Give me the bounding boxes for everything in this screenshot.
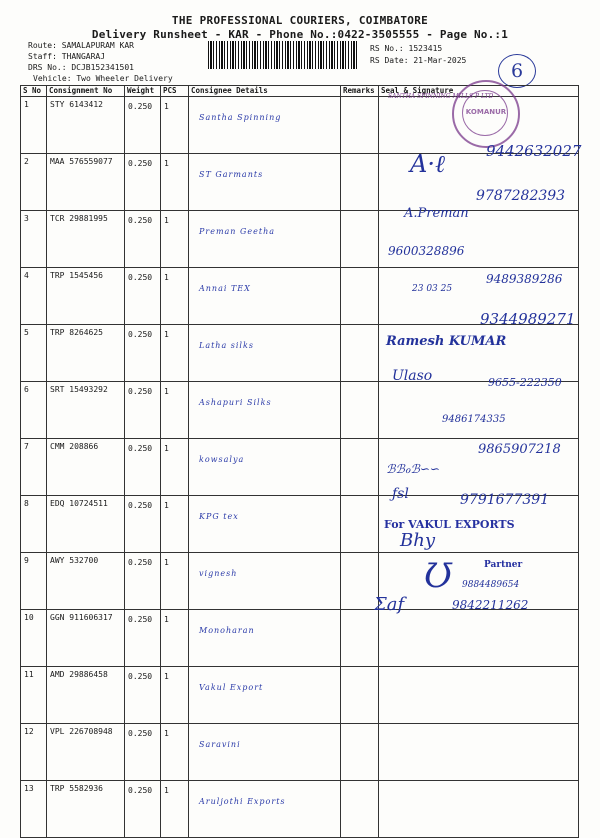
row-pcs: 1 [161,211,189,268]
row-weight: 0.250 [125,268,161,325]
row-consignment: CMM 208866 [47,439,125,496]
row-weight: 0.250 [125,667,161,724]
row-pcs: 1 [161,439,189,496]
row-consignee: Ashapuri Silks [189,382,341,439]
phone-row9b: 9865907218 [478,442,561,457]
row-consignment: GGN 911606317 [47,610,125,667]
row-consignment: AMD 29886458 [47,667,125,724]
row-pcs: 1 [161,154,189,211]
phone-row13: 9842211262 [452,598,529,612]
row-sno: 1 [21,97,47,154]
date-row5: 23 03 25 [412,284,453,294]
row-weight: 0.250 [125,610,161,667]
drs-label: DRS No.: DCJB152341501 [28,63,134,72]
row-consignee: Saravini [189,724,341,781]
phone-row8: 9655-222350 [488,376,562,389]
phone-row9: 9486174335 [442,414,506,425]
row-seal [379,610,579,667]
row-consignee: Santha Spinning [189,97,341,154]
row-weight: 0.250 [125,382,161,439]
row-remarks [341,268,379,325]
row-consignment: TCR 29881995 [47,211,125,268]
row-sno: 12 [21,724,47,781]
signature-row12: Ʊ [424,556,453,596]
row-remarks [341,496,379,553]
table-row [21,211,579,268]
signature-row10b: ƒsl [392,486,409,502]
row-remarks [341,154,379,211]
row-consignee: KPG tex [189,496,341,553]
row-consignment: MAA 576559077 [47,154,125,211]
signature-row8: Ulaso [392,368,433,384]
row-consignee: Aruljothi Exports [189,781,341,838]
col-seal: Seal & Signature [379,86,579,97]
row-sno: 5 [21,325,47,382]
signature-row13: Ʃaf [374,594,405,615]
row-remarks [341,97,379,154]
row-pcs: 1 [161,724,189,781]
name-row3: A.Preman [404,206,469,221]
row-sno: 6 [21,382,47,439]
row-consignee: Vakul Export [189,667,341,724]
row-sno: 10 [21,610,47,667]
row-sno: 2 [21,154,47,211]
row-consignment: TRP 8264625 [47,325,125,382]
row-weight: 0.250 [125,553,161,610]
seal-inner-text: KOMANUR [465,108,507,116]
table-row [21,667,579,724]
row-weight: 0.250 [125,97,161,154]
row-consignee: Latha silks [189,325,341,382]
phone-row4: 9600328896 [388,244,465,258]
row-sno: 7 [21,439,47,496]
row-consignee: Preman Geetha [189,211,341,268]
row-consignee: Monoharan [189,610,341,667]
row-pcs: 1 [161,496,189,553]
row-remarks [341,211,379,268]
seal-outer-text: SANTHA SPINNING MILLS P LTD [388,93,494,100]
col-weight: Weight [125,86,161,97]
row-sno: 11 [21,667,47,724]
phone-row6: 9344989271 [480,310,576,328]
row-pcs: 1 [161,667,189,724]
vakul-exports-stamp: For VAKUL EXPORTS [384,518,515,531]
phone-row3: 9787282393 [476,188,566,204]
phone-row10: 9791677391 [460,492,550,508]
col-consignee: Consignee Details [189,86,341,97]
staff-label: Staff: THANGARAJ [28,52,106,61]
row-consignment: EDQ 10724511 [47,496,125,553]
row-consignment: STY 6143412 [47,97,125,154]
table-row [21,382,579,439]
col-sno: S No [21,86,47,97]
row-consignment: AWY 532700 [47,553,125,610]
row-consignment: SRT 15493292 [47,382,125,439]
table-row [21,610,579,667]
row-remarks [341,667,379,724]
row-weight: 0.250 [125,211,161,268]
row-consignee: ST Garmants [189,154,341,211]
row-consignment: TRP 5582936 [47,781,125,838]
circled-page-mark: 6 [498,54,536,88]
row-weight: 0.250 [125,496,161,553]
rs-date: RS Date: 21-Mar-2025 [370,56,467,65]
signature-row10: ℬℬℴℬ∽∽ [386,462,440,476]
row-weight: 0.250 [125,325,161,382]
row-pcs: 1 [161,610,189,667]
row-consignment: TRP 1545456 [47,268,125,325]
vehicle-label: Vehicle: Two Wheeler Delivery [33,74,173,83]
row-weight: 0.250 [125,781,161,838]
row-weight: 0.250 [125,724,161,781]
col-consignment: Consignment No [47,86,125,97]
row-sno: 4 [21,268,47,325]
row-pcs: 1 [161,97,189,154]
row-consignee: vignesh [189,553,341,610]
row-seal [379,382,579,439]
row-remarks [341,724,379,781]
row-sno: 3 [21,211,47,268]
route-label: Route: SAMALAPURAM KAR [28,41,134,50]
row-weight: 0.250 [125,154,161,211]
signature-row11: Bhy [400,530,435,551]
row-pcs: 1 [161,382,189,439]
row-consignee: kowsalya [189,439,341,496]
rs-number: RS No.: 1523415 [370,44,443,53]
row-sno: 13 [21,781,47,838]
row-remarks [341,439,379,496]
phone-row2: 9442632027 [486,142,582,160]
row-consignment: VPL 226708948 [47,724,125,781]
row-pcs: 1 [161,268,189,325]
phone-row5: 9489389286 [486,272,563,286]
row-remarks [341,382,379,439]
row-remarks [341,553,379,610]
table-row [21,724,579,781]
row-remarks [341,781,379,838]
partner-label: Partner [484,560,523,570]
row-seal [379,667,579,724]
phone-row12: 9884489654 [462,580,520,590]
row-sno: 9 [21,553,47,610]
col-pcs: PCS [161,86,189,97]
row-seal [379,724,579,781]
name-row7: Ramesh KUMAR [386,334,507,349]
row-pcs: 1 [161,781,189,838]
runsheet-title: THE PROFESSIONAL COURIERS, COIMBATORE [171,14,429,27]
row-seal [379,781,579,838]
row-consignee: Annai TEX [189,268,341,325]
col-remarks: Remarks [341,86,379,97]
row-weight: 0.250 [125,439,161,496]
company-seal-stamp [452,80,520,148]
signature-row2: A·ℓ [410,150,445,178]
row-sno: 8 [21,496,47,553]
row-pcs: 1 [161,325,189,382]
runsheet-subtitle: Delivery Runsheet - KAR - Phone No.:0422-3505555 - Page No.:1 [91,28,509,41]
row-remarks [341,610,379,667]
barcode [208,41,358,69]
row-remarks [341,325,379,382]
row-pcs: 1 [161,553,189,610]
table-row [21,781,579,838]
